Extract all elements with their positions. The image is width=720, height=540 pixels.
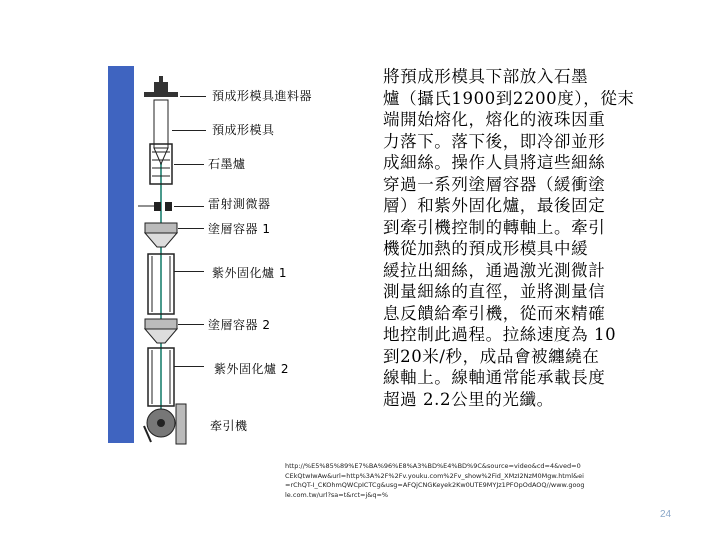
page-number: 24 — [660, 509, 672, 520]
laser-gauge — [138, 202, 172, 211]
leader-preform-feeder — [180, 96, 206, 97]
explanation-line: 到20米/秒，成品會被纏繞在 — [383, 346, 600, 366]
label-capstan: 牽引機 — [210, 419, 248, 433]
label-coating-2: 塗層容器 2 — [208, 318, 271, 332]
preform-feeder — [144, 76, 178, 97]
explanation-line: 層）和紫外固化爐，最後固定 — [383, 196, 606, 215]
explanation-line: 穿過一系列塗層容器（緩衝塗 — [383, 174, 606, 194]
leader-coating-1 — [178, 228, 204, 229]
explanation-line: 息反饋給牽引機，從而來精確 — [383, 303, 606, 323]
leader-coating-2 — [178, 324, 204, 325]
label-uv-oven-2: 紫外固化爐 2 — [214, 362, 289, 376]
explanation-line: 超過 2.2公里的光纖。 — [383, 389, 554, 409]
explanation-line: 線軸上。線軸通常能承載長度 — [383, 368, 606, 387]
label-coating-1: 塗層容器 1 — [208, 222, 271, 236]
explanation-line: 緩拉出細絲，通過激光測微計 — [383, 260, 606, 280]
label-uv-oven-1: 紫外固化爐 1 — [212, 266, 287, 280]
explanation-line: 端開始熔化，熔化的液珠因重 — [383, 110, 606, 129]
leader-graphite-furnace — [174, 164, 204, 165]
fiber-draw-tower-diagram — [108, 66, 408, 446]
leader-laser-gauge — [174, 206, 204, 207]
coating-cup-1 — [145, 223, 177, 247]
explanation-line: 力落下。落下後，即冷卻並形 — [383, 131, 606, 151]
capstan — [144, 404, 186, 444]
label-preform: 預成形模具 — [212, 123, 275, 137]
coating-cup-2 — [145, 319, 177, 343]
explanation-line: 爐（攝氏1900到2200度），從末 — [383, 88, 635, 108]
label-laser-gauge: 雷射測微器 — [208, 197, 271, 211]
source-url-link[interactable]: http://%E5%85%89%E7%BA%96%E8%A3%BD%E4%BD%9C&source=video&cd=4&ved=0CEkQtwIwAw&url=http%3A%2F%2Fv.youku.com%2Fv_show%2Fid_XMzI2NzM0Mgw.html&ei=rChQT-I_CKOhmQWCpICTCg&usg=AFQjCNGKeyek2Kw0UTE9MYJz1PFOpOdAOQ//www.google.com.tw/url?sa=t&rct=j&q=% — [285, 462, 585, 499]
leader-preform — [172, 130, 206, 131]
explanation-line: 到牽引機控制的轉軸上。牽引 — [383, 217, 606, 237]
preform — [154, 100, 168, 164]
explanation-line: 測量細絲的直徑，並將測量信 — [383, 282, 606, 301]
explanation-line: 機從加熱的預成形模具中緩 — [383, 239, 589, 258]
explanation-text — [383, 66, 665, 410]
label-graphite-furnace: 石墨爐 — [208, 157, 246, 171]
explanation-line: 將預成形模具下部放入石墨 — [383, 67, 589, 86]
leader-uv-oven-2 — [174, 366, 204, 367]
leader-uv-oven-1 — [174, 271, 204, 272]
explanation-line: 地控制此過程。拉絲速度為 10 — [383, 325, 617, 344]
label-preform-feeder: 預成形模具進料器 — [212, 89, 313, 103]
explanation-line: 成細絲。操作人員將這些細絲 — [383, 153, 606, 172]
